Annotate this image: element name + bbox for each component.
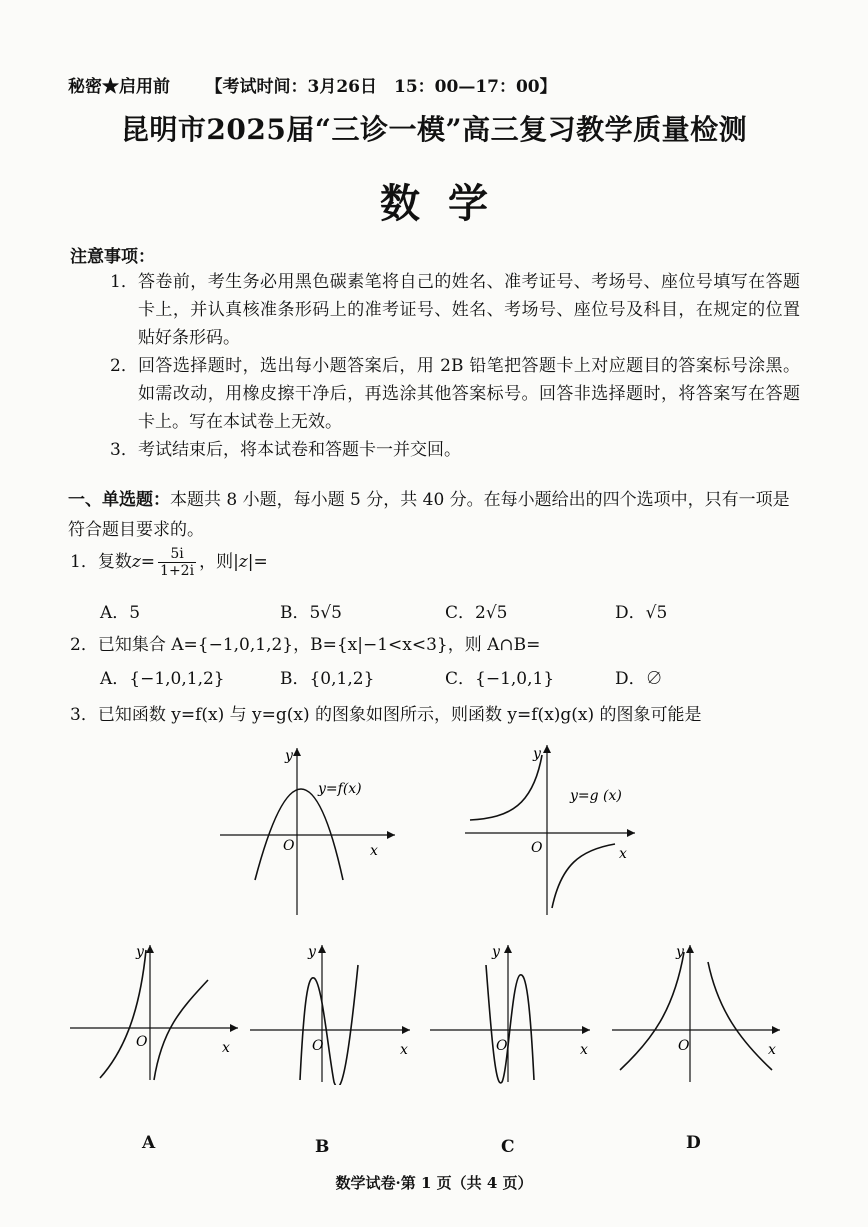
- y-axis-arrow: [543, 745, 551, 753]
- exam-title: 昆明市2025届“三诊一模”高三复习教学质量检测: [120, 113, 748, 146]
- modulus: |z|: [233, 552, 254, 572]
- x-label: x: [768, 1042, 776, 1058]
- f-label: y=f(x): [318, 781, 362, 797]
- choice-b-graph[interactable]: [250, 940, 420, 1085]
- origin-label: O: [283, 838, 295, 854]
- option-d[interactable]: D．∅: [615, 669, 663, 689]
- x-axis-arrow: [402, 1026, 410, 1034]
- question-number: 2．: [70, 635, 98, 655]
- x-label: x: [619, 846, 627, 862]
- hyperbola-left-branch: [470, 755, 542, 820]
- y-label: y: [533, 746, 541, 762]
- option-a[interactable]: A．5: [100, 603, 141, 623]
- notes-heading: 注意事项：: [70, 247, 155, 267]
- note-text: 答卷前，考生务必用黑色碳素笔将自己的姓名、准考证号、考场号、座位号填写在答题卡上，并认真核准条形码上的准考证号、姓名、考场号、座位号及科目，在规定的位置贴好条形码。: [138, 272, 800, 348]
- choice-a-graph[interactable]: [70, 940, 245, 1085]
- x-label: x: [580, 1042, 588, 1058]
- y-axis-arrow: [146, 945, 154, 953]
- section-description: 本题共 8 小题，每小题 5 分，共 40 分。在每小题给出的四个选项中，只有一项是符合题目要求的。: [68, 490, 790, 540]
- y-label: y: [285, 748, 293, 764]
- stem-text: ，则: [199, 552, 234, 572]
- y-label: y: [308, 944, 316, 960]
- variable: z: [131, 552, 141, 572]
- x-label: x: [370, 843, 378, 859]
- y-label: y: [676, 944, 684, 960]
- curve: [486, 965, 534, 1083]
- x-axis-arrow: [230, 1024, 238, 1032]
- equals-sign: =: [253, 552, 268, 572]
- origin-label: O: [678, 1038, 690, 1054]
- question-3-stem: [70, 700, 702, 725]
- option-b[interactable]: B．{0,1,2}: [280, 669, 375, 689]
- choice-a-label: A: [142, 1133, 156, 1153]
- exam-time: 【考试时间：3月26日 15：00—17：00】: [205, 77, 557, 97]
- equals-sign: =: [140, 552, 156, 572]
- y-axis-arrow: [318, 945, 326, 953]
- section-title: 一、单选题：: [68, 490, 170, 510]
- question-number: 3．: [70, 705, 98, 725]
- graph-g: [465, 740, 650, 920]
- hyperbola-right-branch: [552, 844, 615, 908]
- curve-left: [620, 952, 684, 1070]
- stem-text: 复数: [97, 552, 132, 572]
- question-2-stem: [70, 630, 540, 655]
- x-axis-arrow: [627, 829, 635, 837]
- origin-label: O: [496, 1038, 508, 1054]
- option-c[interactable]: C．2√5: [445, 603, 508, 623]
- choice-b-label: B: [315, 1137, 330, 1157]
- denominator: 1+2i: [160, 563, 195, 579]
- y-axis-arrow: [293, 748, 301, 756]
- choice-c-graph[interactable]: [430, 940, 600, 1085]
- note-text: 考试结束后，将本试卷和答题卡一并交回。: [138, 440, 461, 460]
- choice-c-label: C: [501, 1137, 515, 1157]
- curve-left: [100, 950, 146, 1078]
- note-number: 1．: [110, 272, 138, 292]
- y-axis-arrow: [686, 945, 694, 953]
- x-label: x: [400, 1042, 408, 1058]
- question-1-stem: [70, 546, 268, 579]
- option-b[interactable]: B．5√5: [280, 603, 342, 623]
- note-number: 2．: [110, 356, 138, 376]
- option-c[interactable]: C．{−1,0,1}: [445, 669, 555, 689]
- curve: [300, 965, 358, 1085]
- secret-mark: 秘密★启用前: [68, 77, 170, 97]
- y-axis-arrow: [504, 945, 512, 953]
- origin-label: O: [136, 1034, 148, 1050]
- curve-right: [708, 962, 772, 1070]
- option-d[interactable]: D．√5: [615, 603, 668, 623]
- note-item: [110, 436, 800, 464]
- fraction: [158, 546, 196, 579]
- x-axis-arrow: [387, 831, 395, 839]
- y-label: y: [136, 944, 144, 960]
- stem-text: 已知集合 A={−1,0,1,2}，B={x|−1<x<3}，则 A∩B=: [97, 635, 541, 655]
- numerator: 5i: [158, 546, 196, 563]
- question-number: 1．: [70, 552, 98, 572]
- origin-label: O: [312, 1038, 324, 1054]
- note-text: 回答选择题时，选出每小题答案后，用 2B 铅笔把答题卡上对应题目的答案标号涂黑。如需改动，用橡皮擦干净后，再选涂其他答案标号。回答非选择题时，将答案写在答题卡上。写在本试卷上无效。: [138, 356, 800, 432]
- subject-title: 数学: [380, 180, 516, 227]
- x-axis-arrow: [772, 1026, 780, 1034]
- graph-f: [215, 740, 405, 920]
- note-item: [110, 352, 800, 436]
- choice-d-label: D: [686, 1133, 701, 1153]
- origin-label: O: [531, 840, 543, 856]
- page-footer: 数学试卷·第 1 页（共 4 页）: [335, 1174, 533, 1192]
- choice-d-graph[interactable]: [612, 940, 787, 1085]
- curve-right: [154, 980, 208, 1080]
- stem-text: 已知函数 y=f(x) 与 y=g(x) 的图象如图所示，则函数 y=f(x)g(x) 的图象可能是: [97, 705, 702, 725]
- x-label: x: [222, 1040, 230, 1056]
- option-a[interactable]: A．{−1,0,1,2}: [100, 669, 225, 689]
- x-axis-arrow: [582, 1026, 590, 1034]
- section-heading: [68, 485, 800, 545]
- y-label: y: [492, 944, 500, 960]
- header-line: [68, 72, 557, 97]
- g-label: y=g (x): [570, 788, 622, 804]
- note-item: [110, 268, 800, 352]
- note-number: 3．: [110, 440, 138, 460]
